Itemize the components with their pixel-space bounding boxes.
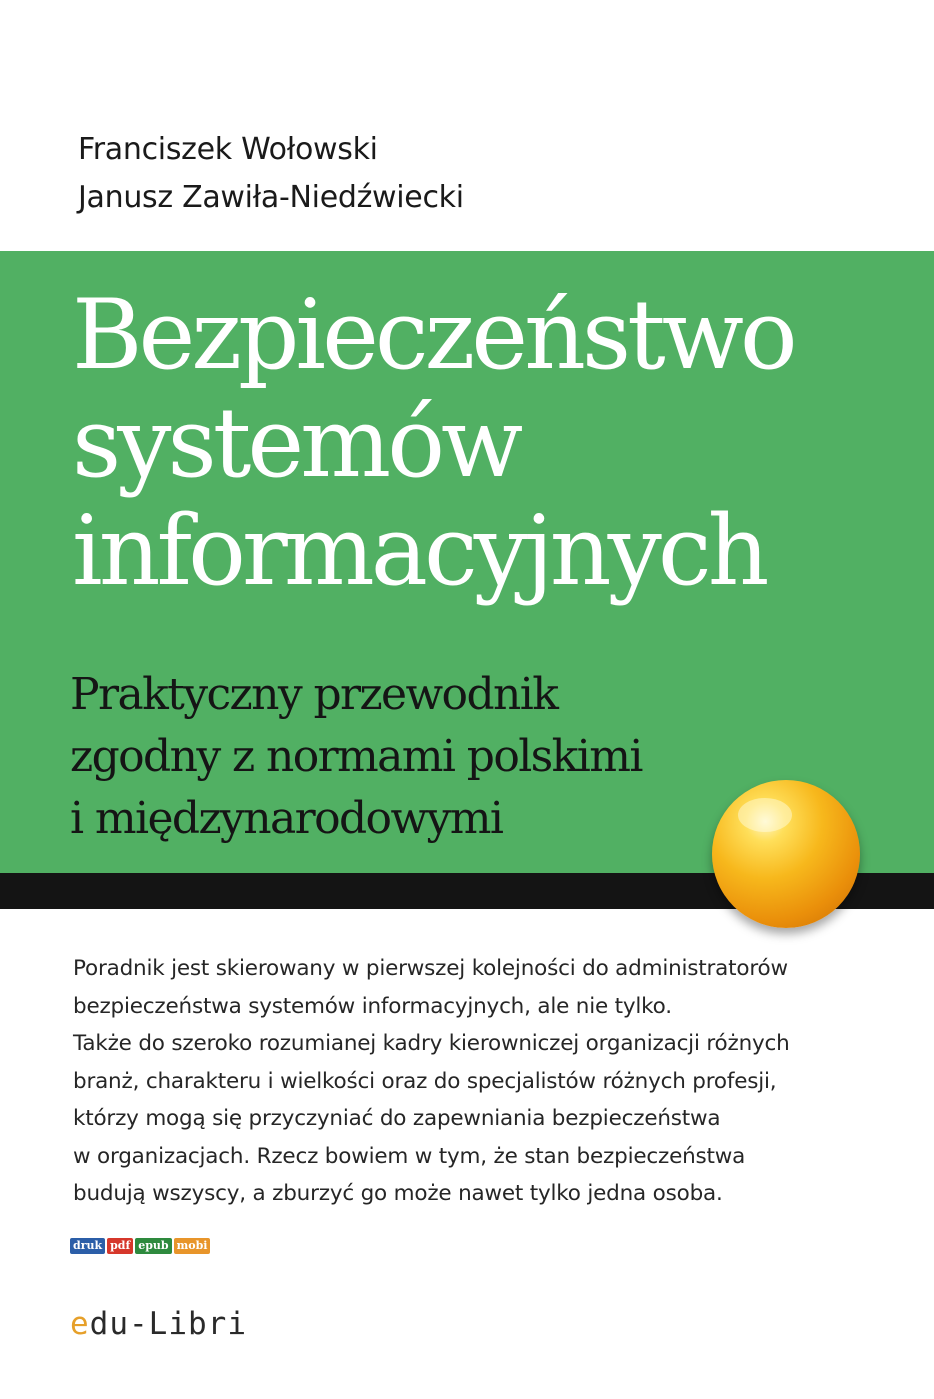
format-badge-pdf: pdf xyxy=(107,1238,133,1254)
authors xyxy=(78,126,464,222)
subtitle-line: Praktyczny przewodnik xyxy=(70,669,558,720)
description-line: bezpieczeństwa systemów informacyjnych, ale nie tylko. xyxy=(73,993,672,1019)
format-badge-epub: epub xyxy=(135,1238,171,1254)
publisher-logo xyxy=(70,1305,247,1343)
subtitle-line: i międzynarodowymi xyxy=(70,793,503,844)
description-line: Także do szeroko rozumianej kadry kierowniczej organizacji różnych xyxy=(73,1031,790,1056)
title-line: systemów xyxy=(72,387,520,499)
description-line: budują wszyscy, a zburzyć go może nawet tylko jedna osoba. xyxy=(73,1181,723,1206)
subtitle-line: zgodny z normami polskimi xyxy=(70,731,642,782)
publisher-logo-accent: e xyxy=(70,1306,90,1342)
description xyxy=(73,950,893,1213)
author-name: Janusz Zawiła-Niedźwiecki xyxy=(78,180,464,215)
title-line: informacyjnych xyxy=(72,495,766,607)
description-line: w organizacjach. Rzecz bowiem w tym, że stan bezpieczeństwa xyxy=(73,1143,746,1169)
format-badges xyxy=(70,1238,210,1254)
description-line: Poradnik jest skierowany w pierwszej kolejności do administratorów xyxy=(73,956,788,981)
publisher-logo-text: du-Libri xyxy=(89,1306,247,1342)
description-line: którzy mogą się przyczyniać do zapewniania bezpieczeństwa xyxy=(73,1106,721,1131)
book-title xyxy=(72,281,794,605)
format-badge-mobi: mobi xyxy=(174,1238,211,1254)
description-line: branż, charakteru i wielkości oraz do specjalistów różnych profesji, xyxy=(73,1068,777,1094)
title-line: Bezpieczeństwo xyxy=(72,279,794,391)
orange-sphere-graphic xyxy=(712,780,860,928)
author-name: Franciszek Wołowski xyxy=(78,132,378,167)
format-badge-druk: druk xyxy=(70,1238,105,1254)
book-subtitle xyxy=(70,664,642,850)
